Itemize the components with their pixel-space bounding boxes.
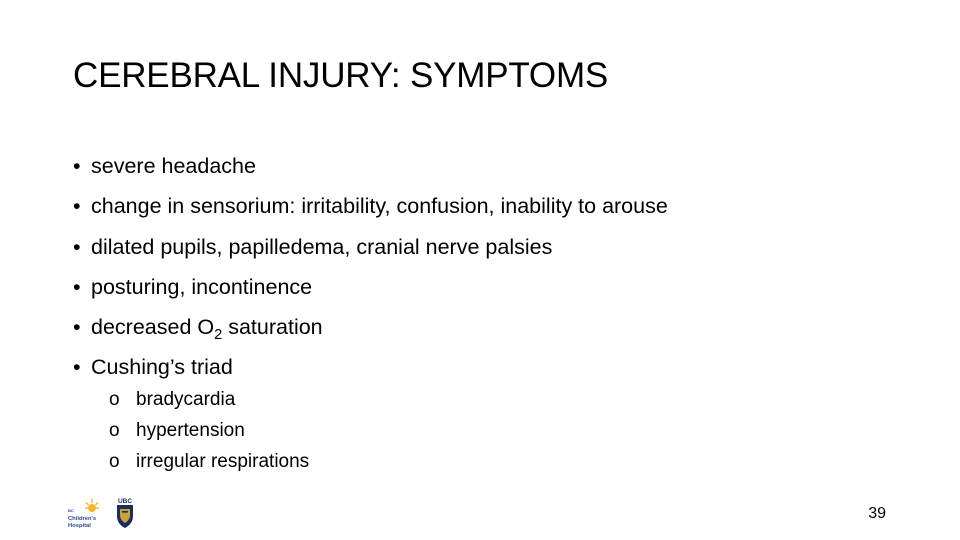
bullet-icon: • xyxy=(73,315,81,340)
bullet-text xyxy=(91,307,323,347)
list-item xyxy=(73,227,668,267)
list-item xyxy=(73,186,668,226)
sub-list-item xyxy=(109,446,309,477)
bullet-text: Cushing’s triad xyxy=(91,355,233,380)
subscript-2: 2 xyxy=(214,327,223,344)
list-item xyxy=(73,146,668,186)
bullet-text-part: decreased O xyxy=(91,315,215,340)
logo-line-2: Hospital xyxy=(68,523,91,529)
bullet-text: severe headache xyxy=(91,154,256,178)
logo-prefix: BC xyxy=(68,508,74,513)
bullet-text-part: saturation xyxy=(222,315,323,340)
bullet-icon: • xyxy=(73,274,81,299)
slide-title: CEREBRAL INJURY: SYMPTOMS xyxy=(73,56,609,95)
ubc-logo xyxy=(114,496,136,529)
sun-icon xyxy=(85,499,99,512)
sub-list-item xyxy=(109,415,309,446)
list-item xyxy=(73,307,668,347)
shield-stripe-icon xyxy=(122,511,128,513)
bullet-icon: • xyxy=(73,355,81,380)
circle-bullet-icon: o xyxy=(109,451,120,472)
bc-childrens-hospital-logo xyxy=(66,498,112,532)
bullet-text: dilated pupils, papilledema, cranial nerve palsies xyxy=(91,234,553,259)
bullet-icon: • xyxy=(73,194,81,219)
bullet-text: change in sensorium: irritability, confusion, inability to arouse xyxy=(91,194,668,219)
sub-bullet-text: bradycardia xyxy=(136,389,236,410)
bullet-icon: • xyxy=(73,234,81,259)
logo-line-1: Children's xyxy=(68,516,97,522)
bullet-list xyxy=(73,146,668,388)
sub-bullet-list xyxy=(109,384,309,477)
circle-bullet-icon: o xyxy=(109,389,120,410)
sub-bullet-text: irregular respirations xyxy=(136,451,310,472)
list-item xyxy=(73,347,668,387)
bullet-icon: • xyxy=(73,154,81,178)
page-number: 39 xyxy=(868,505,886,522)
sub-bullet-text: hypertension xyxy=(136,420,245,441)
circle-bullet-icon: o xyxy=(109,420,120,441)
list-item xyxy=(73,267,668,307)
sub-list-item xyxy=(109,384,309,415)
bullet-text: posturing, incontinence xyxy=(91,274,313,299)
ubc-wordmark: UBC xyxy=(117,498,133,505)
